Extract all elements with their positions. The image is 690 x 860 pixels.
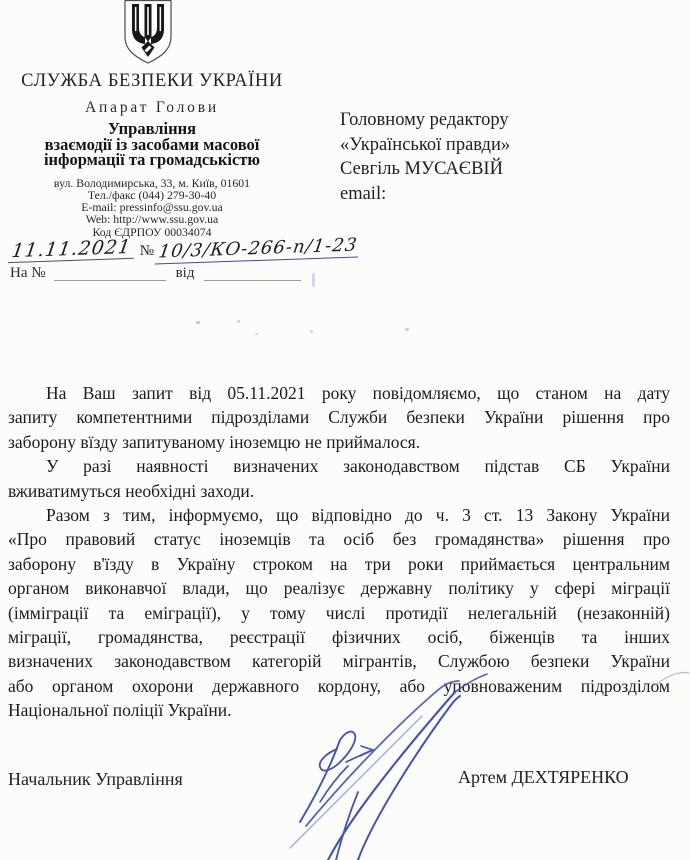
reply-from-label: від	[175, 265, 195, 281]
number-sign: №	[139, 243, 155, 259]
scan-speck	[405, 328, 409, 331]
recipient-line: Головному редактору	[340, 110, 509, 130]
body-line: Разом з тим, інформуємо, що відповідно до ч. 3 ст. 13 Закону України	[46, 505, 670, 526]
reply-number-label: На №	[10, 265, 46, 281]
division-line: інформації та громадськістю	[43, 150, 261, 170]
recipient-block	[340, 108, 510, 206]
body-line: визначених законодавством категорій мігрантів, Службою безпеки України	[8, 651, 670, 672]
division-name	[0, 121, 304, 168]
body-line: органом виконавчої влади, що реалізує державну політику у сфері міграції	[8, 578, 670, 599]
scan-speck	[237, 320, 240, 323]
reply-number-blank	[54, 266, 166, 281]
body-paragraph	[8, 381, 670, 454]
body-paragraph	[8, 454, 670, 503]
outgoing-line	[10, 234, 360, 263]
handwritten-signature-icon	[270, 640, 690, 860]
scan-speck	[196, 321, 200, 324]
recipient-line: Севгіль МУСАЄВІЙ	[340, 159, 503, 179]
scan-speck	[312, 273, 315, 287]
body-line: У разі наявності визначених законодавством підстав СБ України	[46, 456, 670, 477]
signer-name: Артем ДЕХТЯРЕНКО	[458, 767, 629, 787]
edrpou-line: Код ЄДРПОУ 00034074	[92, 224, 212, 239]
web-line: Web: http://www.ssu.gov.ua	[85, 212, 219, 227]
reply-line	[10, 265, 360, 282]
body-line: Національної поліції України.	[8, 700, 232, 721]
body-line: або органом охорони державного кордону, або уповноваженим підрозділом	[8, 675, 670, 696]
address-line: вул. Володимирська, 33, м. Київ, 01601	[53, 175, 251, 190]
email-line: E-mail: pressinfo@ssu.gov.ua	[81, 200, 223, 215]
department-name: Апарат Голови	[85, 99, 219, 116]
body-line: запиту компетентними підрозділами Служби безпеки України рішення про	[8, 407, 670, 428]
body-line: (імміграції та еміграції), у тому числі протидії нелегальній (незаконній)	[8, 602, 670, 623]
address-block	[0, 177, 304, 238]
recipient-line: email:	[340, 183, 387, 204]
reply-date-blank	[204, 266, 301, 281]
org-name: СЛУЖБА БЕЗПЕКИ УКРАЇНИ	[21, 71, 283, 91]
scan-speck	[310, 330, 313, 333]
outgoing-number: 10/3/КО-266-п/1-23	[155, 234, 361, 264]
letterhead	[0, 71, 304, 238]
body-line: На Ваш запит від 05.11.2021 року повідомляємо, що станом на дату	[46, 383, 670, 403]
reference-block	[10, 234, 360, 282]
division-line: взаємодії із засобами масової	[44, 134, 260, 154]
outgoing-date: 11.11.2021	[8, 236, 137, 263]
body-line: заборону вїзду запитуваному іноземцю не приймалося.	[8, 431, 421, 452]
recipient-line: «Української правди»	[340, 134, 511, 155]
phone-line: Тел./факс (044) 279-30-40	[87, 187, 217, 202]
scan-speck	[255, 333, 258, 335]
position-title: Начальник Управління	[8, 769, 183, 789]
body-line: «Про правовий статус іноземців та осіб без громадянства» рішення про	[8, 529, 670, 550]
ukraine-trident-icon	[122, 0, 174, 64]
body-line: заборону в'їзду в Україну строком на три роки приймається центральним	[8, 553, 670, 574]
body-line: міграції, громадянства, реєстрації фізичних осіб, біженців та інших	[8, 627, 670, 648]
division-line: Управління	[107, 119, 197, 138]
body-line: вживатимуться необхідні заходи.	[8, 480, 255, 501]
